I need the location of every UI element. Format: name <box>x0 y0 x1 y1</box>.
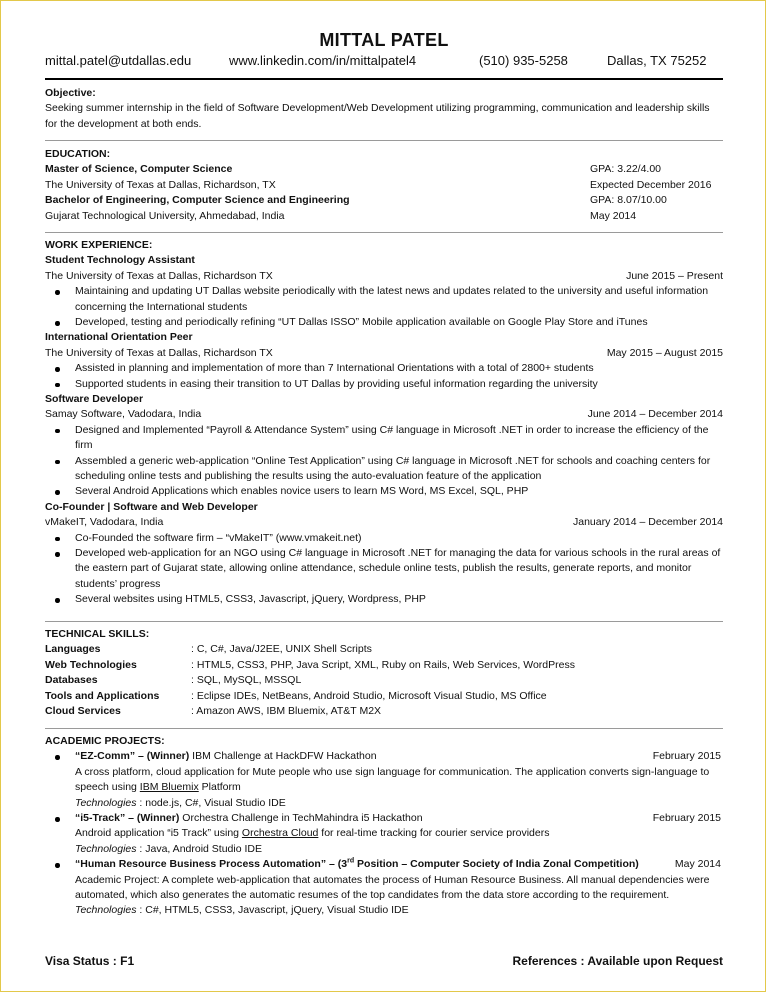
job-title: International Orientation Peer <box>45 331 193 344</box>
bullet-item: Developed, testing and periodically refining “UT Dallas ISSO” Mobile application available on Google Play Store and iTunes <box>45 315 723 330</box>
job-org: vMakeIT, Vadodara, India <box>45 516 164 529</box>
project-title-bold <box>75 858 639 870</box>
project-desc-text: Android application “i5 Track” using <box>75 827 242 840</box>
project-technologies <box>75 842 723 857</box>
section-heading: WORK EXPERIENCE: <box>45 239 153 251</box>
contact-phone: (510) 935-5258 <box>479 53 568 68</box>
ordinal-suffix: rd <box>347 857 355 865</box>
visa-status: Visa Status : F1 <box>45 954 135 968</box>
skill-key: Tools and Applications <box>45 689 160 702</box>
skill-value: : HTML5, CSS3, PHP, Java Script, XML, Ruby on Rails, Web Services, WordPress <box>191 658 575 671</box>
project-date: February 2015 <box>652 812 721 825</box>
gpa: GPA: 3.22/4.00 <box>590 163 662 176</box>
project-title <box>75 857 723 872</box>
job-title: Student Technology Assistant <box>45 254 195 267</box>
project-description: Academic Project: A complete web-application that automates the process of Human Resource Business. All manual dependencies were automated, which also generates the automatic resumes of the top candidates from the data store according to the requirement. <box>75 873 710 902</box>
project-item <box>45 857 723 919</box>
project-desc-text: for real-time tracking for courier service providers <box>318 827 550 840</box>
skill-value: : C, C#, Java/J2EE, UNIX Shell Scripts <box>191 643 372 656</box>
project-title-rest: IBM Challenge at HackDFW Hackathon <box>189 750 377 763</box>
job-date: June 2015 – Present <box>626 269 723 282</box>
projects-section <box>45 734 723 919</box>
objective-text: Seeking summer internship in the field of Software Development/Web Development utilizing programming, communication and leadership skills for the development at both ends. <box>45 102 710 130</box>
project-title-bold: “i5-Track” – (Winner) <box>75 812 180 825</box>
bullet-item: Assembled a generic web-application “Online Test Application” using C# language in Microsoft .NET for schools and coaching centers for scheduling online tests and publishing the results using the auto-evaluation feature of the application <box>45 454 723 485</box>
contact-linkedin[interactable]: www.linkedin.com/in/mittalpatel4 <box>229 53 417 68</box>
job-date: June 2014 – December 2014 <box>587 408 723 421</box>
job-bullets <box>45 531 723 608</box>
contact-email[interactable]: mittal.patel@utdallas.edu <box>45 53 192 68</box>
skill-key: Web Technologies <box>45 658 137 671</box>
section-heading: EDUCATION: <box>45 148 111 160</box>
project-link[interactable]: IBM Bluemix <box>139 781 199 794</box>
project-list <box>45 749 723 918</box>
skill-row <box>45 704 723 719</box>
bullet-item: Several websites using HTML5, CSS3, Javascript, jQuery, Wordpress, PHP <box>45 592 723 607</box>
skill-value: : Eclipse IDEs, NetBeans, Android Studio, Microsoft Visual Studio, MS Office <box>191 689 547 702</box>
job-org-row <box>45 269 723 284</box>
job-date: May 2015 – August 2015 <box>606 346 723 359</box>
bullet-item: Co-Founded the software firm – “vMakeIT” (www.vmakeit.net) <box>45 531 723 546</box>
job-bullets <box>45 284 723 330</box>
education-degree-row <box>45 193 723 208</box>
job-org-row <box>45 407 723 422</box>
degree-name: Master of Science, Computer Science <box>45 163 233 176</box>
education-school-row <box>45 178 723 193</box>
education-section <box>45 147 723 224</box>
project-desc-text: Platform <box>198 781 241 794</box>
project-title-part: “Human Resource Business Process Automation” – (3 <box>75 858 348 871</box>
bullet-item: Developed web-application for an NGO using C# language in Microsoft .NET for managing the data for various schools in the rural areas of the eastern part of Gujarat state, allowing online attendance, schedule online tests, publish the results, generate reports, and monitor students’ progress <box>45 546 723 592</box>
project-item <box>45 811 723 857</box>
section-heading: Objective: <box>45 87 96 99</box>
project-item <box>45 749 723 811</box>
technologies-label: Technologies <box>75 904 137 917</box>
education-school-row <box>45 209 723 224</box>
job-bullets <box>45 361 723 392</box>
degree-name: Bachelor of Engineering, Computer Science and Engineering <box>45 194 350 207</box>
header-divider <box>45 78 723 80</box>
job-org: The University of Texas at Dallas, Richardson TX <box>45 269 273 282</box>
skill-key: Languages <box>45 643 101 656</box>
job-bullets <box>45 423 723 500</box>
work-section <box>45 238 723 608</box>
technologies-label: Technologies <box>75 842 137 855</box>
bullet-item: Designed and Implemented “Payroll & Attendance System” using C# language in Microsoft .NET in order to increase the efficiency of the firm <box>45 423 723 454</box>
job-org: The University of Texas at Dallas, Richardson TX <box>45 346 273 359</box>
skill-value: : SQL, MySQL, MSSQL <box>191 674 302 687</box>
skill-key: Databases <box>45 674 98 687</box>
skill-row <box>45 642 723 657</box>
project-technologies <box>75 796 723 811</box>
job-org-row <box>45 515 723 530</box>
project-title <box>75 749 723 764</box>
education-date: May 2014 <box>590 209 637 222</box>
job-title: Software Developer <box>45 393 144 406</box>
technologies-list: : node.js, C#, Visual Studio IDE <box>136 796 286 809</box>
bullet-item: Several Android Applications which enables novice users to learn MS Word, MS Excel, SQL, PHP <box>45 484 723 499</box>
skill-row <box>45 689 723 704</box>
skill-row <box>45 673 723 688</box>
project-title <box>75 811 723 826</box>
skills-section <box>45 627 723 719</box>
project-title-part: Position – Computer Society of India Zonal Competition) <box>354 858 639 871</box>
project-description <box>75 765 723 796</box>
project-link[interactable]: Orchestra Cloud <box>241 827 319 840</box>
technologies-label: Technologies <box>75 796 137 809</box>
resume-name: MITTAL PATEL <box>319 30 449 50</box>
section-divider <box>45 140 723 141</box>
project-technologies <box>75 903 723 918</box>
project-date: February 2015 <box>652 750 721 763</box>
references-note: References : Available upon Request <box>512 954 723 968</box>
education-degree-row <box>45 162 723 177</box>
skill-row <box>45 658 723 673</box>
bullet-item: Supported students in easing their transition to UT Dallas by providing useful information regarding the university <box>45 377 723 392</box>
job-org-row <box>45 346 723 361</box>
section-divider <box>45 232 723 233</box>
school-name: The University of Texas at Dallas, Richardson, TX <box>45 178 276 191</box>
project-title-bold: “EZ-Comm” – (Winner) <box>75 750 190 763</box>
gpa: GPA: 8.07/10.00 <box>590 194 667 207</box>
objective-section <box>45 86 723 132</box>
skill-value: : Amazon AWS, IBM Bluemix, AT&T M2X <box>191 704 382 717</box>
contact-location: Dallas, TX 75252 <box>607 53 707 68</box>
technologies-list: : Java, Android Studio IDE <box>136 842 262 855</box>
technologies-list: : C#, HTML5, CSS3, Javascript, jQuery, Visual Studio IDE <box>136 904 409 917</box>
project-desc-text: A cross platform, cloud application for Mute people who use sign language for communication. The application converts sign-language to speech using <box>75 765 710 794</box>
education-date: Expected December 2016 <box>590 178 712 191</box>
project-title-rest: Orchestra Challenge in TechMahindra i5 Hackathon <box>179 812 423 825</box>
project-date: May 2014 <box>674 858 721 871</box>
job-title: Co-Founder | Software and Web Developer <box>45 500 258 513</box>
project-description <box>75 826 723 841</box>
job-org: Samay Software, Vadodara, India <box>45 408 202 421</box>
section-divider <box>45 728 723 729</box>
school-name: Gujarat Technological University, Ahmedabad, India <box>45 209 285 222</box>
job-date: January 2014 – December 2014 <box>572 516 723 529</box>
section-divider <box>45 621 723 622</box>
bullet-item: Assisted in planning and implementation of more than 7 International Orientations with a total of 2800+ students <box>45 361 723 376</box>
section-heading: ACADEMIC PROJECTS: <box>45 735 165 747</box>
section-heading: TECHNICAL SKILLS: <box>45 628 150 640</box>
resume-footer <box>45 954 723 968</box>
bullet-item: Maintaining and updating UT Dallas website periodically with the latest news and updates related to the university and useful information concerning the International students <box>45 284 723 315</box>
skill-key: Cloud Services <box>45 704 121 717</box>
